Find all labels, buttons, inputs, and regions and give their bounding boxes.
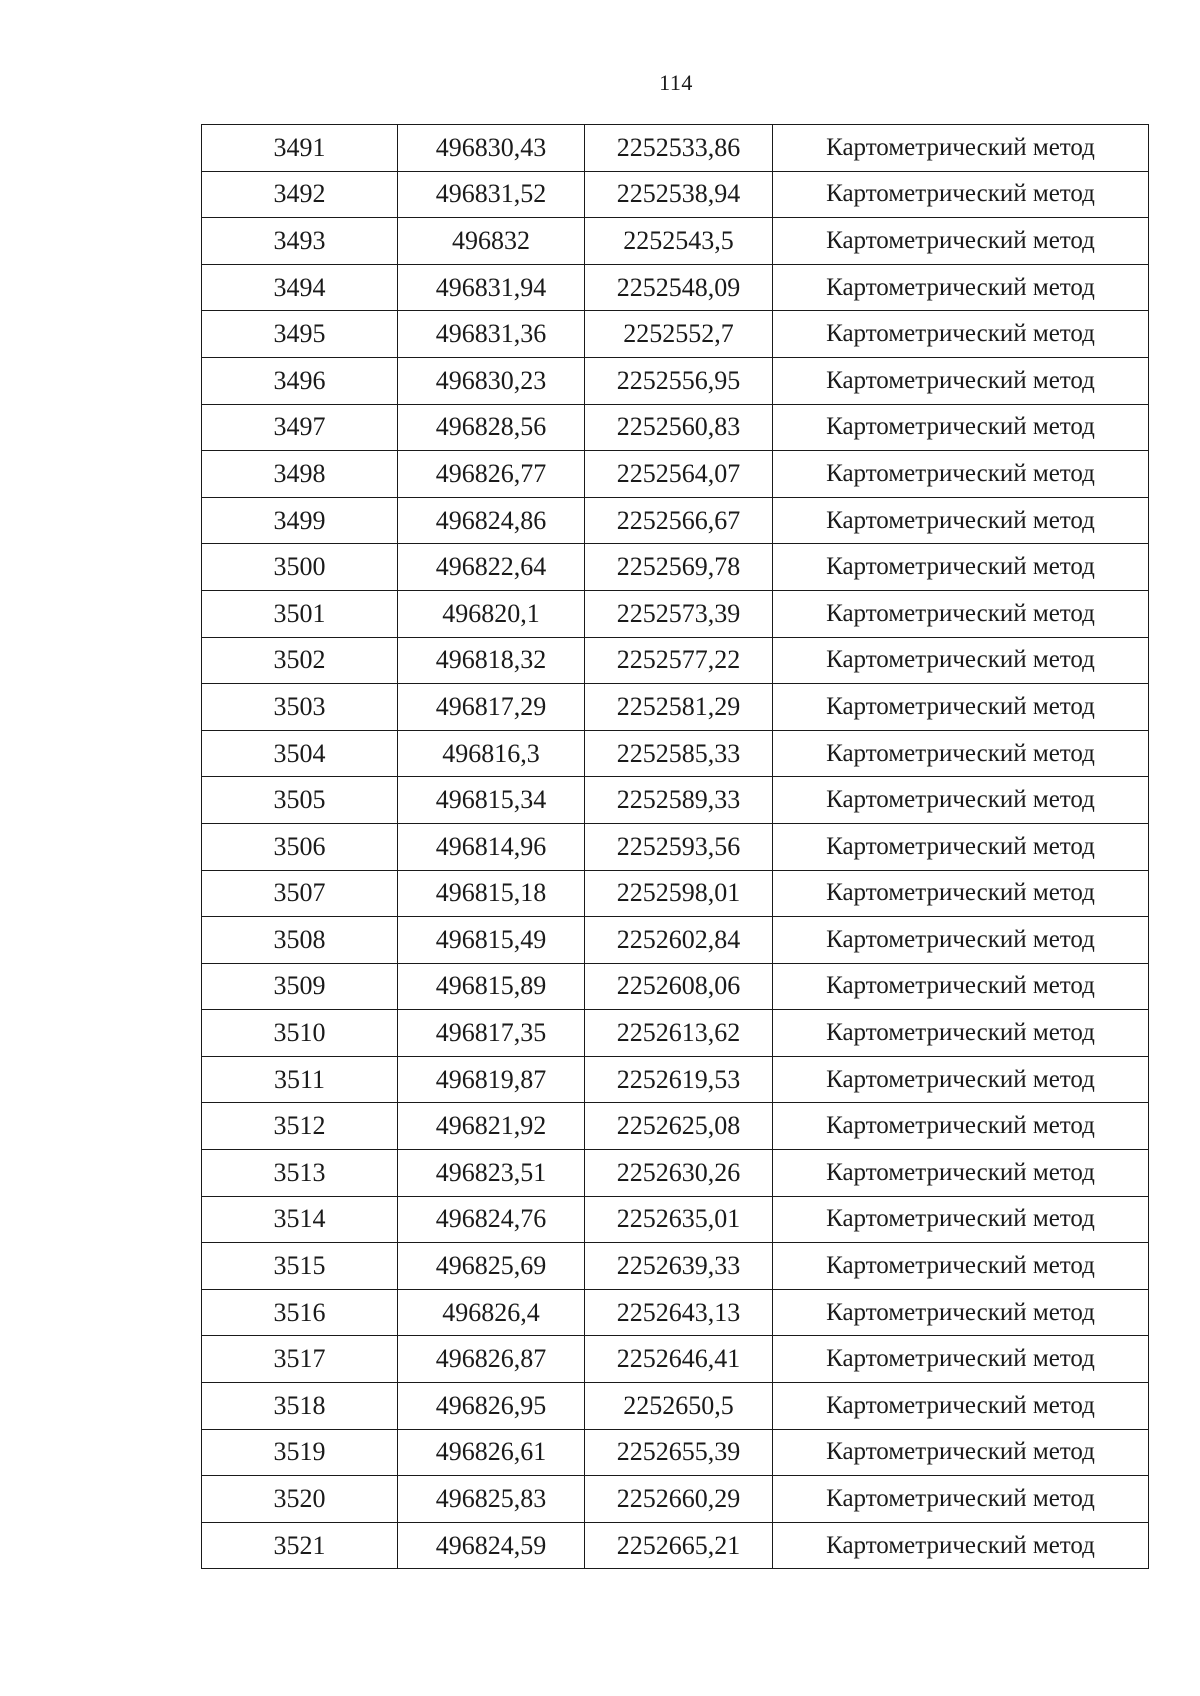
point-number-cell: 3504 [202,730,398,777]
y-coordinate-cell: 2252625,08 [585,1103,773,1150]
y-coordinate-cell: 2252593,56 [585,823,773,870]
method-cell: Картометрический метод [773,1103,1149,1150]
method-cell: Картометрический метод [773,684,1149,731]
table-row [202,1010,1149,1057]
method-cell: Картометрический метод [773,497,1149,544]
method-cell: Картометрический метод [773,870,1149,917]
point-number-cell: 3499 [202,497,398,544]
x-coordinate-cell: 496828,56 [398,404,585,451]
x-coordinate-cell: 496826,61 [398,1429,585,1476]
table-row [202,823,1149,870]
table-row [202,1243,1149,1290]
x-coordinate-cell: 496830,23 [398,357,585,404]
point-number-cell: 3498 [202,451,398,498]
point-number-cell: 3492 [202,171,398,218]
y-coordinate-cell: 2252639,33 [585,1243,773,1290]
point-number-cell: 3507 [202,870,398,917]
method-cell: Картометрический метод [773,1010,1149,1057]
table-row [202,1289,1149,1336]
table-row [202,451,1149,498]
x-coordinate-cell: 496821,92 [398,1103,585,1150]
x-coordinate-cell: 496824,86 [398,497,585,544]
method-cell: Картометрический метод [773,451,1149,498]
method-cell: Картометрический метод [773,125,1149,172]
method-cell: Картометрический метод [773,1196,1149,1243]
method-cell: Картометрический метод [773,1243,1149,1290]
y-coordinate-cell: 2252585,33 [585,730,773,777]
table-row [202,1336,1149,1383]
y-coordinate-cell: 2252589,33 [585,777,773,824]
x-coordinate-cell: 496816,3 [398,730,585,777]
method-cell: Картометрический метод [773,1056,1149,1103]
method-cell: Картометрический метод [773,1522,1149,1569]
table-row [202,777,1149,824]
method-cell: Картометрический метод [773,637,1149,684]
point-number-cell: 3506 [202,823,398,870]
point-number-cell: 3497 [202,404,398,451]
y-coordinate-cell: 2252602,84 [585,917,773,964]
y-coordinate-cell: 2252613,62 [585,1010,773,1057]
y-coordinate-cell: 2252573,39 [585,590,773,637]
point-number-cell: 3493 [202,218,398,265]
table-row [202,544,1149,591]
table-row [202,917,1149,964]
y-coordinate-cell: 2252665,21 [585,1522,773,1569]
point-number-cell: 3518 [202,1383,398,1430]
point-number-cell: 3514 [202,1196,398,1243]
y-coordinate-cell: 2252650,5 [585,1383,773,1430]
method-cell: Картометрический метод [773,730,1149,777]
method-cell: Картометрический метод [773,1476,1149,1523]
table-row [202,1522,1149,1569]
x-coordinate-cell: 496831,94 [398,264,585,311]
method-cell: Картометрический метод [773,1336,1149,1383]
x-coordinate-cell: 496814,96 [398,823,585,870]
x-coordinate-cell: 496824,59 [398,1522,585,1569]
table-row [202,404,1149,451]
point-number-cell: 3512 [202,1103,398,1150]
method-cell: Картометрический метод [773,590,1149,637]
point-number-cell: 3502 [202,637,398,684]
method-cell: Картометрический метод [773,404,1149,451]
point-number-cell: 3521 [202,1522,398,1569]
point-number-cell: 3519 [202,1429,398,1476]
method-cell: Картометрический метод [773,1429,1149,1476]
x-coordinate-cell: 496815,34 [398,777,585,824]
y-coordinate-cell: 2252635,01 [585,1196,773,1243]
y-coordinate-cell: 2252548,09 [585,264,773,311]
point-number-cell: 3501 [202,590,398,637]
point-number-cell: 3510 [202,1010,398,1057]
point-number-cell: 3520 [202,1476,398,1523]
method-cell: Картометрический метод [773,264,1149,311]
table-row [202,311,1149,358]
table-row [202,590,1149,637]
y-coordinate-cell: 2252543,5 [585,218,773,265]
y-coordinate-cell: 2252608,06 [585,963,773,1010]
table-row [202,218,1149,265]
y-coordinate-cell: 2252655,39 [585,1429,773,1476]
y-coordinate-cell: 2252630,26 [585,1150,773,1197]
table-row [202,1150,1149,1197]
x-coordinate-cell: 496826,4 [398,1289,585,1336]
method-cell: Картометрический метод [773,917,1149,964]
method-cell: Картометрический метод [773,357,1149,404]
point-number-cell: 3513 [202,1150,398,1197]
x-coordinate-cell: 496817,29 [398,684,585,731]
method-cell: Картометрический метод [773,544,1149,591]
y-coordinate-cell: 2252581,29 [585,684,773,731]
y-coordinate-cell: 2252538,94 [585,171,773,218]
x-coordinate-cell: 496831,36 [398,311,585,358]
y-coordinate-cell: 2252533,86 [585,125,773,172]
table-row [202,171,1149,218]
x-coordinate-cell: 496826,87 [398,1336,585,1383]
table-row [202,1103,1149,1150]
method-cell: Картометрический метод [773,1289,1149,1336]
method-cell: Картометрический метод [773,1383,1149,1430]
x-coordinate-cell: 496820,1 [398,590,585,637]
x-coordinate-cell: 496832 [398,218,585,265]
y-coordinate-cell: 2252566,67 [585,497,773,544]
point-number-cell: 3503 [202,684,398,731]
table-row [202,963,1149,1010]
y-coordinate-cell: 2252646,41 [585,1336,773,1383]
point-number-cell: 3505 [202,777,398,824]
point-number-cell: 3516 [202,1289,398,1336]
x-coordinate-cell: 496826,77 [398,451,585,498]
point-number-cell: 3500 [202,544,398,591]
table-row [202,497,1149,544]
y-coordinate-cell: 2252560,83 [585,404,773,451]
method-cell: Картометрический метод [773,171,1149,218]
y-coordinate-cell: 2252564,07 [585,451,773,498]
method-cell: Картометрический метод [773,823,1149,870]
x-coordinate-cell: 496825,69 [398,1243,585,1290]
point-number-cell: 3509 [202,963,398,1010]
y-coordinate-cell: 2252569,78 [585,544,773,591]
table-row [202,1383,1149,1430]
method-cell: Картометрический метод [773,963,1149,1010]
x-coordinate-cell: 496822,64 [398,544,585,591]
table-row [202,870,1149,917]
point-number-cell: 3496 [202,357,398,404]
table-row [202,264,1149,311]
y-coordinate-cell: 2252643,13 [585,1289,773,1336]
coordinates-table-body [202,125,1149,1569]
point-number-cell: 3511 [202,1056,398,1103]
table-row [202,357,1149,404]
page-number: 114 [659,70,693,95]
x-coordinate-cell: 496825,83 [398,1476,585,1523]
table-row [202,684,1149,731]
point-number-cell: 3508 [202,917,398,964]
y-coordinate-cell: 2252619,53 [585,1056,773,1103]
y-coordinate-cell: 2252577,22 [585,637,773,684]
table-row [202,1476,1149,1523]
table-row [202,1196,1149,1243]
y-coordinate-cell: 2252552,7 [585,311,773,358]
x-coordinate-cell: 496818,32 [398,637,585,684]
table-row [202,1429,1149,1476]
point-number-cell: 3494 [202,264,398,311]
point-number-cell: 3491 [202,125,398,172]
x-coordinate-cell: 496815,49 [398,917,585,964]
table-row [202,637,1149,684]
point-number-cell: 3495 [202,311,398,358]
coordinates-table [201,124,1149,1569]
x-coordinate-cell: 496817,35 [398,1010,585,1057]
method-cell: Картометрический метод [773,1150,1149,1197]
x-coordinate-cell: 496830,43 [398,125,585,172]
table-row [202,125,1149,172]
table-row [202,1056,1149,1103]
x-coordinate-cell: 496819,87 [398,1056,585,1103]
x-coordinate-cell: 496823,51 [398,1150,585,1197]
x-coordinate-cell: 496831,52 [398,171,585,218]
point-number-cell: 3517 [202,1336,398,1383]
point-number-cell: 3515 [202,1243,398,1290]
x-coordinate-cell: 496824,76 [398,1196,585,1243]
y-coordinate-cell: 2252556,95 [585,357,773,404]
x-coordinate-cell: 496826,95 [398,1383,585,1430]
x-coordinate-cell: 496815,18 [398,870,585,917]
method-cell: Картометрический метод [773,218,1149,265]
table-row [202,730,1149,777]
y-coordinate-cell: 2252660,29 [585,1476,773,1523]
method-cell: Картометрический метод [773,777,1149,824]
y-coordinate-cell: 2252598,01 [585,870,773,917]
x-coordinate-cell: 496815,89 [398,963,585,1010]
method-cell: Картометрический метод [773,311,1149,358]
